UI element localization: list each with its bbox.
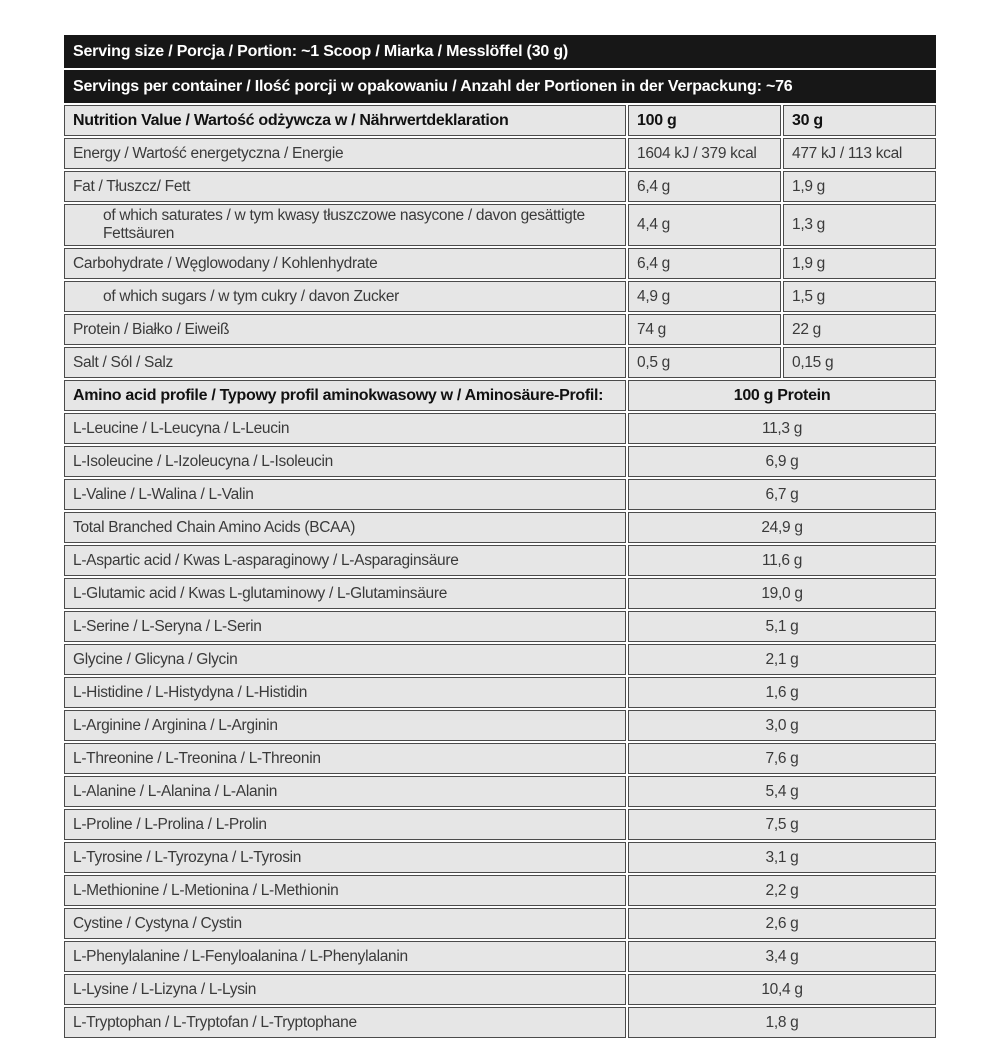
nutrient-value-30g: 1,9 g — [783, 248, 936, 279]
table-row — [64, 446, 936, 477]
amino-label: L-Methionine / L-Metionina / L-Methionin — [64, 875, 626, 906]
nutrient-value-100g: 1604 kJ / 379 kcal — [628, 138, 781, 169]
table-row — [64, 875, 936, 906]
amino-header-value: 100 g Protein — [628, 380, 936, 411]
amino-label: L-Lysine / L-Lizyna / L-Lysin — [64, 974, 626, 1005]
amino-label: L-Histidine / L-Histydyna / L-Histidin — [64, 677, 626, 708]
nutrient-label: of which saturates / w tym kwasy tłuszczowe nasycone / davon gesättigte Fettsäuren — [64, 204, 626, 246]
amino-header-label: Amino acid profile / Typowy profil aminokwasowy w / Aminosäure-Profil: — [64, 380, 626, 411]
nutrient-value-30g: 0,15 g — [783, 347, 936, 378]
nutrient-value-30g: 1,9 g — [783, 171, 936, 202]
table-row — [64, 204, 936, 246]
serving-size-row — [64, 35, 936, 68]
table-row — [64, 710, 936, 741]
table-row — [64, 248, 936, 279]
amino-label: L-Alanine / L-Alanina / L-Alanin — [64, 776, 626, 807]
nutrient-value-100g: 4,9 g — [628, 281, 781, 312]
amino-value: 5,4 g — [628, 776, 936, 807]
amino-label: L-Arginine / Arginina / L-Arginin — [64, 710, 626, 741]
table-row — [64, 479, 936, 510]
amino-value: 6,7 g — [628, 479, 936, 510]
amino-label: L-Threonine / L-Treonina / L-Threonin — [64, 743, 626, 774]
table-row — [64, 138, 936, 169]
table-row — [64, 171, 936, 202]
amino-label: L-Glutamic acid / Kwas L-glutaminowy / L-Glutaminsäure — [64, 578, 626, 609]
amino-value: 6,9 g — [628, 446, 936, 477]
table-row — [64, 974, 936, 1005]
nutrient-value-100g: 6,4 g — [628, 171, 781, 202]
amino-label: L-Phenylalanine / L-Fenyloalanina / L-Phenylalanin — [64, 941, 626, 972]
table-row — [64, 941, 936, 972]
table-row — [64, 842, 936, 873]
nutrient-value-30g: 1,5 g — [783, 281, 936, 312]
nutrient-label: of which sugars / w tym cukry / davon Zucker — [64, 281, 626, 312]
amino-label: Cystine / Cystyna / Cystin — [64, 908, 626, 939]
amino-value: 3,4 g — [628, 941, 936, 972]
amino-value: 2,2 g — [628, 875, 936, 906]
table-row — [64, 776, 936, 807]
table-row — [64, 1007, 936, 1038]
amino-value: 3,0 g — [628, 710, 936, 741]
table-row — [64, 314, 936, 345]
amino-value: 2,6 g — [628, 908, 936, 939]
amino-label: L-Isoleucine / L-Izoleucyna / L-Isoleucin — [64, 446, 626, 477]
amino-label: Glycine / Glicyna / Glycin — [64, 644, 626, 675]
amino-value: 3,1 g — [628, 842, 936, 873]
amino-label: L-Proline / L-Prolina / L-Prolin — [64, 809, 626, 840]
nutrition-header-label: Nutrition Value / Wartość odżywcza w / Nährwertdeklaration — [64, 105, 626, 136]
amino-value: 19,0 g — [628, 578, 936, 609]
amino-label: Total Branched Chain Amino Acids (BCAA) — [64, 512, 626, 543]
table-row — [64, 677, 936, 708]
table-row — [64, 347, 936, 378]
servings-per-container-row — [64, 70, 936, 103]
serving-size-text: Serving size / Porcja / Portion: ~1 Scoop / Miarka / Messlöffel (30 g) — [64, 35, 936, 68]
column-header-100g: 100 g — [628, 105, 781, 136]
column-header-30g: 30 g — [783, 105, 936, 136]
nutrient-label: Protein / Białko / Eiweiß — [64, 314, 626, 345]
table-row — [64, 281, 936, 312]
amino-value: 24,9 g — [628, 512, 936, 543]
nutrient-value-30g: 22 g — [783, 314, 936, 345]
nutrition-label — [62, 33, 938, 1040]
table-row — [64, 611, 936, 642]
table-row — [64, 413, 936, 444]
servings-per-container-text: Servings per container / Ilość porcji w opakowaniu / Anzahl der Portionen in der Verpackung: ~76 — [64, 70, 936, 103]
nutrient-value-100g: 4,4 g — [628, 204, 781, 246]
nutrient-value-30g: 477 kJ / 113 kcal — [783, 138, 936, 169]
amino-value: 1,8 g — [628, 1007, 936, 1038]
amino-value: 2,1 g — [628, 644, 936, 675]
table-row — [64, 809, 936, 840]
amino-header-row — [64, 380, 936, 411]
nutrient-label: Carbohydrate / Węglowodany / Kohlenhydrate — [64, 248, 626, 279]
nutrient-value-30g: 1,3 g — [783, 204, 936, 246]
table-row — [64, 908, 936, 939]
table-body — [64, 35, 936, 1038]
nutrient-value-100g: 0,5 g — [628, 347, 781, 378]
nutrition-header-row — [64, 105, 936, 136]
table-row — [64, 644, 936, 675]
amino-label: L-Leucine / L-Leucyna / L-Leucin — [64, 413, 626, 444]
nutrient-value-100g: 6,4 g — [628, 248, 781, 279]
amino-value: 7,6 g — [628, 743, 936, 774]
nutrient-label: Energy / Wartość energetyczna / Energie — [64, 138, 626, 169]
nutrition-table — [62, 33, 938, 1040]
nutrient-label: Salt / Sól / Salz — [64, 347, 626, 378]
amino-label: L-Tyrosine / L-Tyrozyna / L-Tyrosin — [64, 842, 626, 873]
amino-label: L-Aspartic acid / Kwas L-asparaginowy / L-Asparaginsäure — [64, 545, 626, 576]
nutrient-label: Fat / Tłuszcz/ Fett — [64, 171, 626, 202]
amino-label: L-Serine / L-Seryna / L-Serin — [64, 611, 626, 642]
table-row — [64, 743, 936, 774]
amino-label: L-Tryptophan / L-Tryptofan / L-Tryptophane — [64, 1007, 626, 1038]
amino-value: 10,4 g — [628, 974, 936, 1005]
amino-value: 1,6 g — [628, 677, 936, 708]
amino-label: L-Valine / L-Walina / L-Valin — [64, 479, 626, 510]
nutrient-value-100g: 74 g — [628, 314, 781, 345]
amino-value: 11,6 g — [628, 545, 936, 576]
amino-value: 5,1 g — [628, 611, 936, 642]
table-row — [64, 545, 936, 576]
amino-value: 7,5 g — [628, 809, 936, 840]
table-row — [64, 578, 936, 609]
amino-value: 11,3 g — [628, 413, 936, 444]
table-row — [64, 512, 936, 543]
